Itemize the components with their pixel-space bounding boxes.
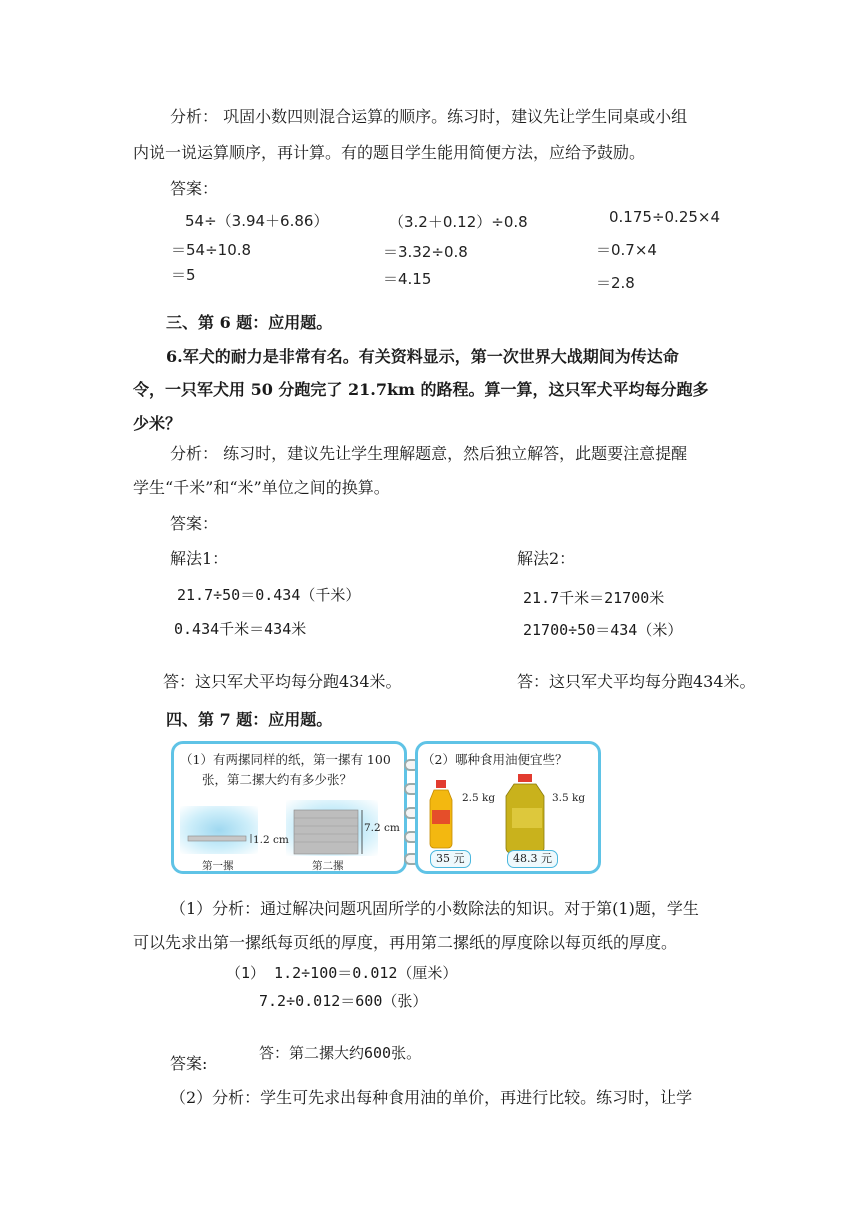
weight-label: 2.5 kg xyxy=(462,792,496,804)
analysis-text: （1）分析：通过解决问题巩固所学的小数除法的知识。对于第(1)题，学生 xyxy=(170,899,699,918)
thickness-label: 1.2 cm xyxy=(253,834,289,846)
calc-line: ＝54÷10.8 xyxy=(171,241,252,259)
method-answer: 答：这只军犬平均每分跑434米。 xyxy=(163,672,402,691)
calc-line: 7.2÷0.012＝600（张） xyxy=(259,992,428,1010)
answer-label: 答案： xyxy=(170,179,219,198)
method-title: 解法1： xyxy=(170,549,229,568)
stack-label: 第二摞 xyxy=(312,860,344,872)
answer-label: 答案： xyxy=(170,514,219,533)
calc-line: 0.434千米＝434米 xyxy=(174,620,307,638)
calc-line: ＝0.7×4 xyxy=(596,241,657,259)
calc-line: ＝4.15 xyxy=(383,270,432,288)
method-title: 解法2： xyxy=(517,549,576,568)
calc-line: ＝3.32÷0.8 xyxy=(383,243,468,261)
analysis-text: 学生“千米”和“米”单位之间的换算。 xyxy=(133,478,390,497)
stack2-shape xyxy=(294,810,358,854)
price-tag: 35 元 xyxy=(430,850,471,868)
stack-label: 第一摞 xyxy=(202,860,234,872)
calc-line: 21700÷50＝434（米） xyxy=(523,621,683,639)
method-answer: 答：这只军犬平均每分跑434米。 xyxy=(517,672,756,691)
panel-title: （2）哪种食用油便宜些？ xyxy=(422,752,568,767)
calc-line: 0.175÷0.25×4 xyxy=(609,208,721,226)
calc-line: 21.7千米＝21700米 xyxy=(523,589,665,607)
stack1-shape xyxy=(188,836,246,841)
calc-line: 54÷（3.94＋6.86） xyxy=(185,212,329,230)
analysis-text: （2）分析：学生可先求出每种食用油的单价，再进行比较。练习时，让学 xyxy=(170,1088,693,1107)
problem-text: 少米？ xyxy=(133,414,182,433)
price-tag: 48.3 元 xyxy=(507,850,558,868)
analysis-text: 可以先求出第一摞纸每页纸的厚度，再用第二摞纸的厚度除以每页纸的厚度。 xyxy=(133,933,678,952)
section-heading: 三、第 6 题：应用题。 xyxy=(166,313,333,332)
weight-label: 3.5 kg xyxy=(552,792,586,804)
calc-line: （1） 1.2÷100＝0.012（厘米） xyxy=(226,964,458,982)
bottle-cap xyxy=(436,780,446,788)
problem-figure xyxy=(171,741,601,876)
calc-line: 21.7÷50＝0.434（千米） xyxy=(177,586,361,604)
cooking-oil-panel xyxy=(415,741,601,874)
answer-label: 答案: xyxy=(170,1054,208,1073)
problem-text: 令，一只军犬用 50 分跑完了 21.7km 的路程。算一算，这只军犬平均每分跑多 xyxy=(133,380,709,399)
calc-line: ＝5 xyxy=(171,266,196,284)
section-heading: 四、第 7 题：应用题。 xyxy=(166,710,333,729)
analysis-text: 分析： 练习时，建议先让学生理解题意，然后独立解答，此题要注意提醒 xyxy=(170,444,688,463)
problem-text: 6.军犬的耐力是非常有名。有关资料显示，第一次世界大战期间为传达命 xyxy=(166,347,679,366)
q1-answer: 答：第二摞大约600张。 xyxy=(259,1044,422,1062)
paper-stack-illustration xyxy=(174,744,404,874)
calc-line: ＝2.8 xyxy=(596,274,635,292)
panel-text: （1）有两摞同样的纸，第一摞有 100 xyxy=(180,752,391,767)
thickness-label: 7.2 cm xyxy=(364,822,400,834)
bottle-cap xyxy=(518,774,532,782)
paper-stack-panel xyxy=(171,741,407,874)
panel-text: 张，第二摞大约有多少张？ xyxy=(202,772,353,787)
analysis-text: 分析： 巩固小数四则混合运算的顺序。练习时，建议先让学生同桌或小组 xyxy=(170,107,688,126)
analysis-text: 内说一说运算顺序，再计算。有的题目学生能用简便方法，应给予鼓励。 xyxy=(133,143,646,162)
calc-line: （3.2＋0.12）÷0.8 xyxy=(389,213,528,231)
